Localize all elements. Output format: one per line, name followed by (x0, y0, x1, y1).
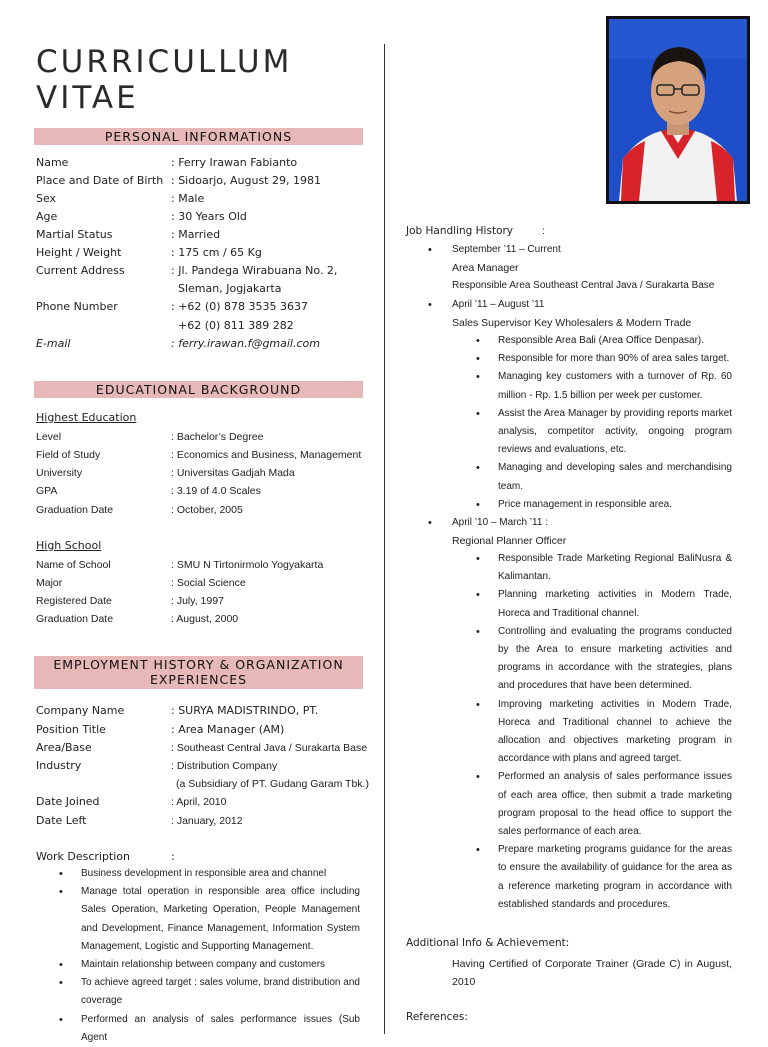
list-item: • Prepare marketing programs guidance for the areas to ensure the availability of guidance for the area as a reference marketing program in accordance with established standards and procedures. (498, 841, 732, 914)
row-value: : April, 2010 (171, 796, 227, 808)
row-value: (a Subsidiary of PT. Gudang Garam Tbk.) (176, 778, 369, 790)
highest-education-label: Highest Education (36, 411, 137, 424)
job-history-colon: : (542, 225, 545, 237)
portrait-image (609, 19, 747, 201)
list-item: • Price management in responsible area. (498, 496, 732, 514)
row-label: Level (36, 431, 62, 443)
list-item: • Performed an analysis of sales performance issues (Sub Agent (81, 1011, 360, 1047)
title-line-1: CURRICULLUM (36, 44, 293, 80)
sales-supervisor-duties (498, 332, 732, 514)
row-value: : 30 Years Old (171, 210, 247, 223)
job-entry-date-3: • April ’10 – March ’11 : (452, 516, 548, 530)
row-label: Company Name (36, 704, 125, 717)
row-value: : Social Science (171, 577, 246, 589)
row-value: : Distribution Company (171, 760, 278, 772)
list-item: • Responsible Trade Marketing Regional BaliNusra & Kalimantan. (498, 550, 732, 586)
work-description-list (81, 865, 360, 1047)
row-label: Phone Number (36, 300, 118, 313)
list-item: • Controlling and evaluating the programs conducted by the Area to ensure marketing activities and programs in accordance with the strategies, plans and procedures that have been determined. (498, 623, 732, 696)
employment-header-line-1: EMPLOYMENT HISTORY & ORGANIZATION (53, 657, 344, 672)
row-value: : July, 1997 (171, 595, 224, 607)
row-label: GPA (36, 485, 58, 497)
column-divider (384, 44, 385, 1034)
list-item: • To achieve agreed target : sales volume, brand distribution and coverage (81, 974, 360, 1010)
row-value: : Married (171, 228, 221, 241)
row-label: Name of School (36, 559, 111, 571)
row-label: Major (36, 577, 63, 589)
row-value: Sleman, Jogjakarta (178, 282, 282, 295)
profile-photo (606, 16, 750, 204)
row-value: : SMU N Tirtonirmolo Yogyakarta (171, 559, 324, 571)
additional-info-text: Having Certified of Corporate Trainer (Grade C) in August, 2010 (452, 958, 732, 988)
list-item: • Performed an analysis of sales performance issues of each area office, then submit a trade marketing program proposal to the head office to support the sales performance of each area. (498, 768, 732, 841)
list-item: • Responsible for more than 90% of area sales target. (498, 350, 732, 368)
row-value: : Male (171, 192, 205, 205)
job-entry-title-3: Regional Planner Officer (452, 535, 567, 547)
row-label: Area/Base (36, 741, 92, 754)
row-value: : October, 2005 (171, 504, 243, 516)
row-label: E-mail (36, 337, 71, 350)
list-item: • Planning marketing activities in Modern Trade, Horeca and Traditional channel. (498, 586, 732, 622)
row-label: Date Joined (36, 795, 100, 808)
row-label: Age (36, 210, 58, 223)
row-value: : Bachelor’s Degree (171, 431, 264, 443)
title-line-2: VITAE (36, 80, 139, 116)
cv-title (36, 44, 292, 116)
row-label: Place and Date of Birth (36, 174, 164, 187)
list-item: • Business development in responsible area and channel (81, 865, 360, 883)
employment-header (34, 656, 363, 689)
row-value: : Area Manager (AM) (171, 723, 285, 736)
job-entry-detail-1: Responsible Area Southeast Central Java / Surakarta Base (452, 280, 715, 291)
row-value: : ferry.irawan.f@gmail.com (171, 337, 320, 350)
row-label: Current Address (36, 264, 125, 277)
row-label: Graduation Date (36, 613, 114, 625)
list-item: • Improving marketing activities in Modern Trade, Horeca and Traditional channel to achieve the allocation and objectives marketing program in accordance with plans and agreed target. (498, 696, 732, 769)
row-value: : Ferry Irawan Fabianto (171, 156, 298, 169)
row-value: : 3.19 of 4.0 Scales (171, 485, 261, 497)
row-value: : Sidoarjo, August 29, 1981 (171, 174, 321, 187)
work-description-colon: : (171, 850, 175, 863)
job-entry-date-1: • September ’11 – Current (452, 243, 561, 257)
list-item: • Maintain relationship between company and customers (81, 956, 360, 974)
list-item: • Managing and developing sales and merchandising team. (498, 459, 732, 495)
list-item: • Manage total operation in responsible area office including Sales Operation, Marketing Operation, People Management and Development, Finance Management, Information System Management, Logistic and Supporting Management. (81, 883, 360, 956)
row-label: Martial Status (36, 228, 113, 241)
row-label: Field of Study (36, 449, 101, 461)
job-history-label: Job Handling History (406, 225, 514, 237)
high-school-label: High School (36, 539, 102, 552)
list-item: • Managing key customers with a turnover of Rp. 60 million - Rp. 1.5 billion per week per customer. (498, 368, 732, 404)
row-label: Height / Weight (36, 246, 122, 259)
row-value: : 175 cm / 65 Kg (171, 246, 262, 259)
regional-planner-duties (498, 550, 732, 914)
references-label: References: (406, 1011, 468, 1023)
row-value: +62 (0) 811 389 282 (178, 319, 294, 332)
row-value: : August, 2000 (171, 613, 239, 625)
row-label: Position Title (36, 723, 106, 736)
job-entry-date-2: • April ’11 – August ’11 (452, 298, 544, 312)
personal-info-header: PERSONAL INFORMATIONS (34, 128, 363, 145)
row-label: Name (36, 156, 69, 169)
row-label: University (36, 467, 83, 479)
row-value: : SURYA MADISTRINDO, PT. (171, 704, 319, 717)
list-item: • Assist the Area Manager by providing reports market analysis, competitor activity, ongoing program reviews and evaluations, etc. (498, 405, 732, 460)
row-value: : Southeast Central Java / Surakarta Base (171, 742, 368, 754)
row-value: : +62 (0) 878 3535 3637 (171, 300, 308, 313)
education-header: EDUCATIONAL BACKGROUND (34, 381, 363, 398)
row-value: : Jl. Pandega Wirabuana No. 2, (171, 264, 338, 277)
additional-info-label: Additional Info & Achievement: (406, 937, 570, 949)
employment-header-line-2: EXPERIENCES (149, 672, 248, 687)
row-label: Registered Date (36, 595, 112, 607)
row-value: : Universitas Gadjah Mada (171, 467, 295, 479)
row-value: : January, 2012 (171, 815, 243, 827)
row-label: Graduation Date (36, 504, 114, 516)
job-entry-title-2: Sales Supervisor Key Wholesalers & Modern Trade (452, 317, 692, 329)
row-value: : Economics and Business, Management (171, 449, 362, 461)
row-label: Sex (36, 192, 57, 205)
list-item: • Responsible Area Bali (Area Office Denpasar). (498, 332, 732, 350)
row-label: Date Left (36, 814, 87, 827)
job-entry-title-1: Area Manager (452, 262, 519, 274)
work-description-label: Work Description (36, 850, 130, 863)
row-label: Industry (36, 759, 82, 772)
